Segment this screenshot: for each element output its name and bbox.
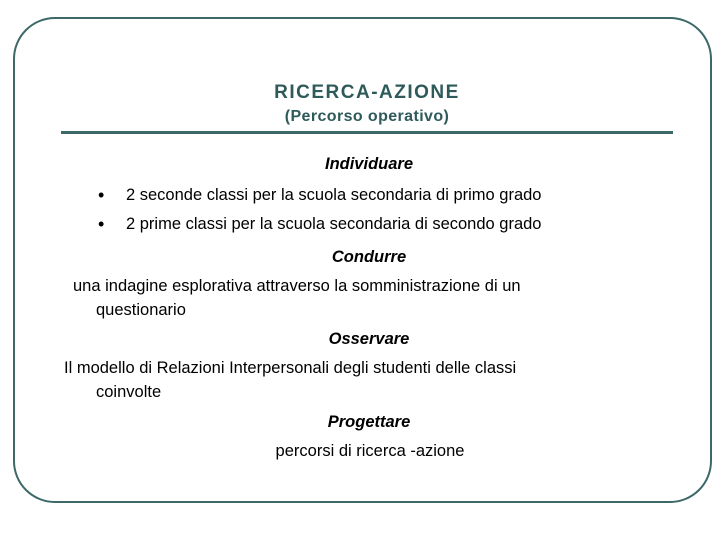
bullet-icon: • xyxy=(98,185,105,205)
osservare-text-line2: coinvolte xyxy=(96,383,162,401)
condurre-text-line2: questionario xyxy=(96,301,186,319)
bullet-icon: • xyxy=(98,214,105,234)
title-divider xyxy=(61,131,673,134)
list-item: 2 seconde classi per la scuola secondaria di primo grado xyxy=(126,186,542,204)
list-item: 2 prime classi per la scuola secondaria di secondo grado xyxy=(126,215,542,233)
progettare-text: percorsi di ricerca -azione xyxy=(275,442,465,460)
heading-osservare: Osservare xyxy=(328,330,410,348)
slide-title: RICERCA-AZIONE xyxy=(274,82,460,103)
osservare-text-line1: Il modello di Relazioni Interpersonali degli studenti delle classi xyxy=(64,359,517,377)
condurre-text-line1: una indagine esplorativa attraverso la somministrazione di un xyxy=(73,277,521,295)
heading-condurre: Condurre xyxy=(331,248,407,266)
slide-subtitle: (Percorso operativo) xyxy=(284,108,450,125)
heading-individuare: Individuare xyxy=(324,155,414,173)
heading-progettare: Progettare xyxy=(327,413,411,431)
